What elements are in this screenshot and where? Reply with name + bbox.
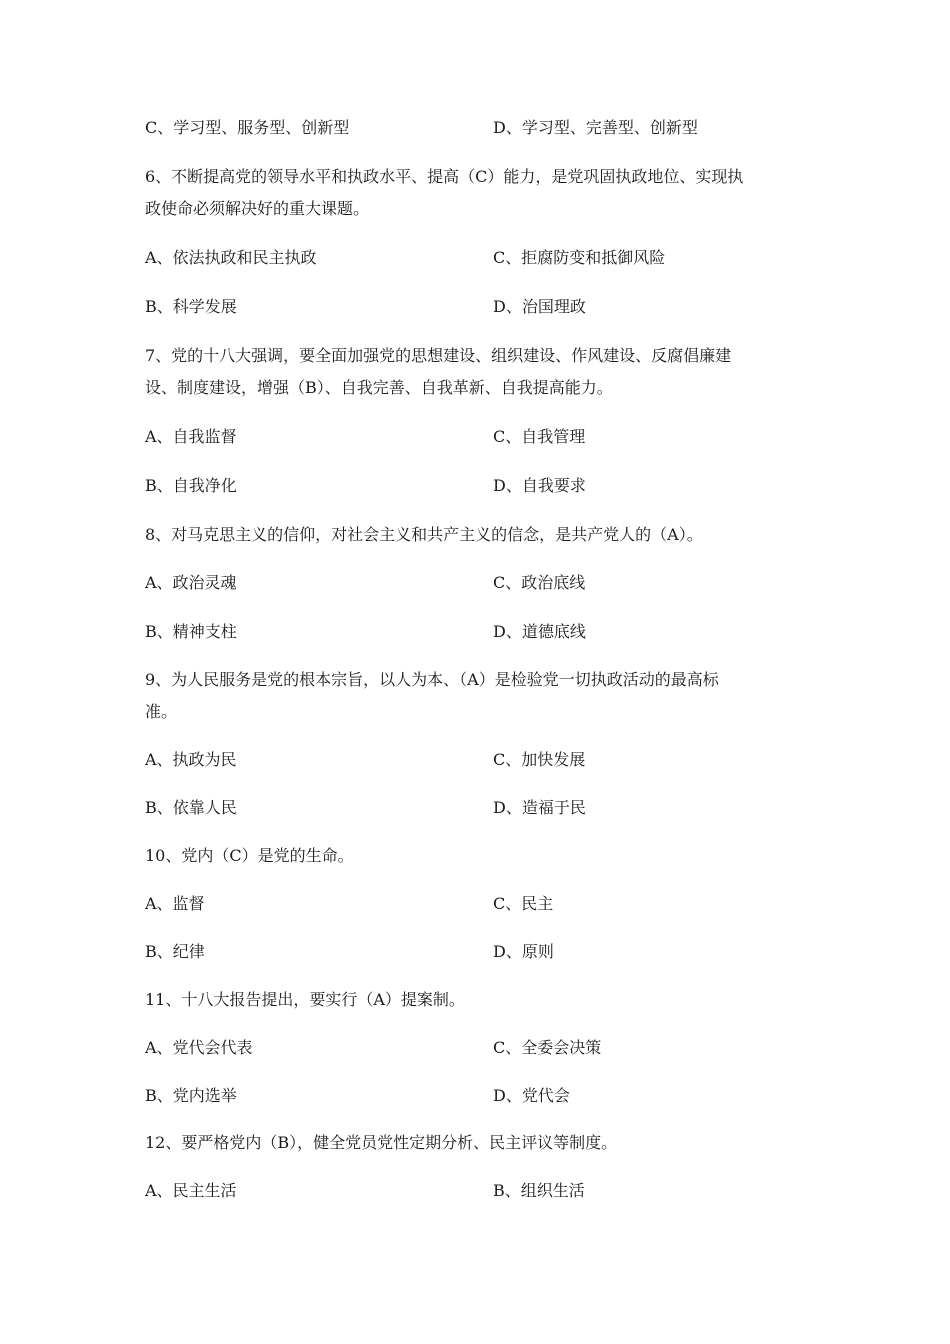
- q12-text-line1: 12、要严格党内（B），健全党员党性定期分析、民主评议等制度。: [145, 1133, 618, 1152]
- q10-text-line1: 10、党内（C）是党的生命。: [145, 846, 354, 865]
- q11-option-c: C、全委会决策: [493, 1038, 602, 1057]
- q8-option-c: C、政治底线: [493, 573, 586, 592]
- q7-text-line1: 7、党的十八大强调，要全面加强党的思想建设、组织建设、作风建设、反腐倡廉建: [145, 346, 732, 365]
- q8-option-d: D、道德底线: [493, 622, 586, 641]
- q8-option-b: B、精神支柱: [145, 622, 237, 641]
- q9-option-c: C、加快发展: [493, 750, 586, 769]
- q7-option-b: B、自我净化: [145, 476, 237, 495]
- q6-option-a: A、依法执政和民主执政: [145, 248, 317, 267]
- q5-option-d: D、学习型、完善型、创新型: [493, 118, 698, 137]
- q8-text-line1: 8、对马克思主义的信仰，对社会主义和共产主义的信念，是共产党人的（A）。: [145, 525, 703, 544]
- q5-option-c: C、学习型、服务型、创新型: [145, 118, 350, 137]
- q10-option-b: B、纪律: [145, 942, 205, 961]
- q11-option-d: D、党代会: [493, 1086, 570, 1105]
- q12-option-b: B、组织生活: [493, 1181, 585, 1200]
- q7-text-line2: 设、制度建设，增强（B）、自我完善、自我革新、自我提高能力。: [145, 378, 613, 397]
- q12-option-a: A、民主生活: [145, 1181, 237, 1200]
- q9-option-d: D、造福于民: [493, 798, 586, 817]
- q11-option-b: B、党内选举: [145, 1086, 237, 1105]
- q11-text-line1: 11、十八大报告提出，要实行（A）提案制。: [145, 990, 465, 1009]
- q7-option-d: D、自我要求: [493, 476, 586, 495]
- q6-option-c: C、拒腐防变和抵御风险: [493, 248, 666, 267]
- q7-option-c: C、自我管理: [493, 427, 586, 446]
- q9-text-line2: 准。: [145, 702, 178, 721]
- q6-option-d: D、治国理政: [493, 297, 586, 316]
- q6-option-b: B、科学发展: [145, 297, 237, 316]
- q9-option-a: A、执政为民: [145, 750, 237, 769]
- q11-option-a: A、党代会代表: [145, 1038, 253, 1057]
- q6-text-line2: 政使命必须解决好的重大课题。: [145, 199, 370, 218]
- q10-option-d: D、原则: [493, 942, 554, 961]
- q10-option-a: A、监督: [145, 894, 205, 913]
- q6-text-line1: 6、不断提高党的领导水平和执政水平、提高（C）能力，是党巩固执政地位、实现执: [145, 167, 744, 186]
- q10-option-c: C、民主: [493, 894, 554, 913]
- q9-option-b: B、依靠人民: [145, 798, 237, 817]
- q7-option-a: A、自我监督: [145, 427, 237, 446]
- q8-option-a: A、政治灵魂: [145, 573, 237, 592]
- q9-text-line1: 9、为人民服务是党的根本宗旨，以人为本、（A）是检验党一切执政活动的最高标: [145, 670, 719, 689]
